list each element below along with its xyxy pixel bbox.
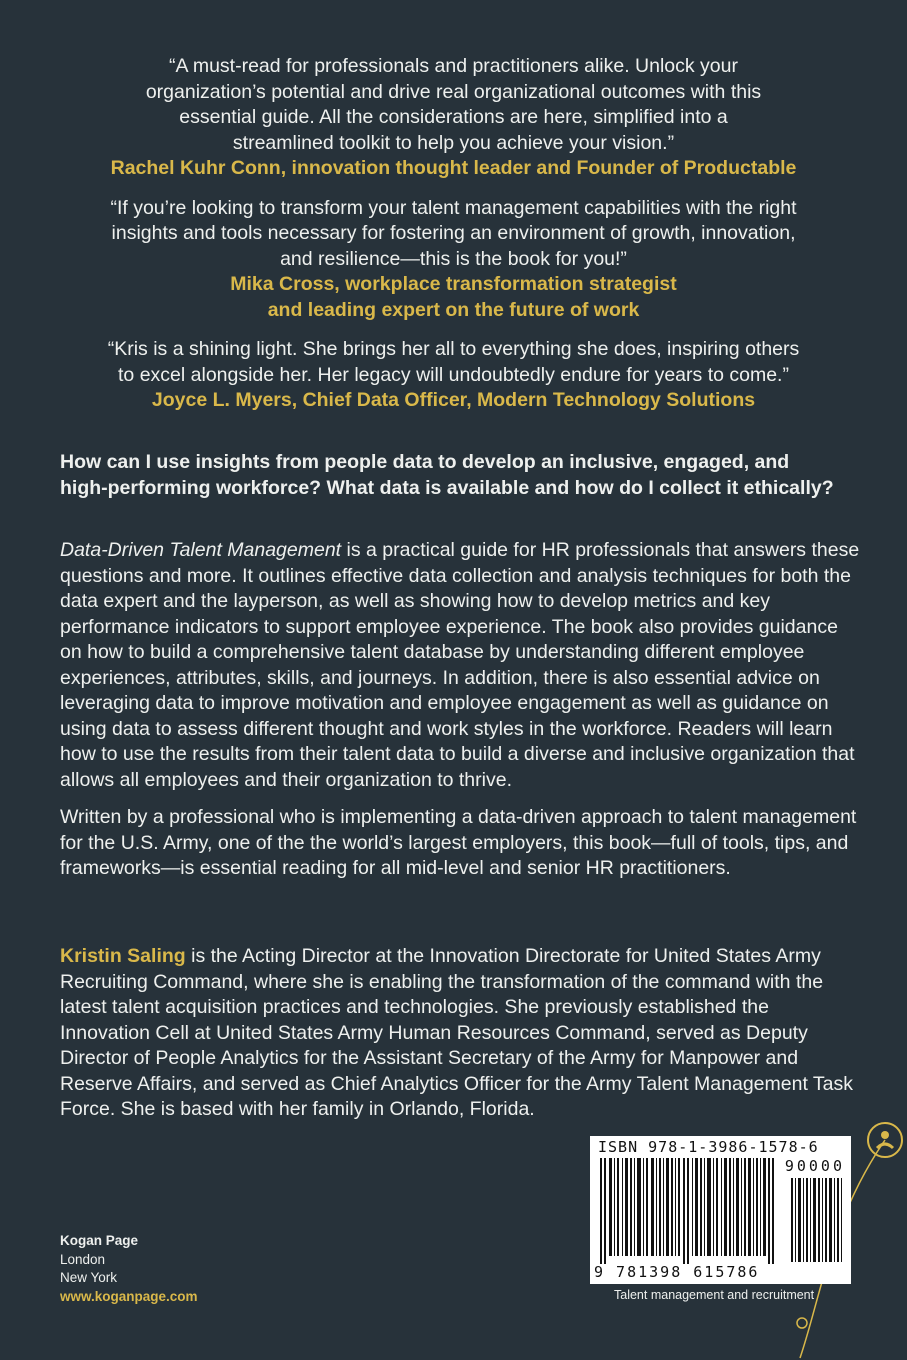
endorsement-1 [60, 54, 847, 182]
endorsement-quote: “A must-read for professionals and practitioners alike. Unlock your organization’s potential and drive real organizational outcomes with this essential guide. All the considerations are here, simplified into a streamlined toolkit to help you achieve your vision.” [145, 55, 762, 154]
publisher-name: Kogan Page [60, 1233, 139, 1248]
author-bio-text: is the Acting Director at the Innovation Directorate for United States Army Recruiting Command, where she is enabling the transformation of the command with the latest talent acquisition practices and technologies. She previously established the Innovation Cell at United States Army Human Resources Command, served as Deputy Director of People Analytics for the Assistant Secretary of the Army for Manpower and Reserve Affairs, and served as Chief Analytics Officer for the Army Talent Management Task Force. She is based with her family in Orlando, Florida. [60, 945, 854, 1120]
book-description [60, 538, 860, 793]
intro-question: How can I use insights from people data to develop an inclusive, engaged, and high-performing workforce? What data is available and how do I collect it ethically? [60, 451, 834, 499]
endorsement-attribution: Mika Cross, workplace transformation strategist and leading expert on the future of work [230, 273, 677, 321]
ean-digits: 9 781398 615786 [594, 1263, 760, 1281]
author-bio [60, 944, 860, 1123]
endorsement-quote: “Kris is a shining light. She brings her all to everything she does, inspiring others to excel alongside her. Her legacy will undoubtedly endure for years to come.” [107, 338, 800, 386]
isbn-label: ISBN 978-1-3986-1578-6 [598, 1138, 819, 1156]
endorsements [60, 54, 847, 428]
endorsement-3 [60, 337, 847, 414]
barcode-bars [596, 1158, 786, 1264]
publisher-info [60, 1232, 198, 1306]
addon-barcode-bars [790, 1178, 846, 1262]
isbn-barcode [590, 1136, 851, 1284]
endorsement-attribution: Rachel Kuhr Conn, innovation thought leader and Founder of Productable [110, 157, 797, 179]
endorsement-quote: “If you’re looking to transform your talent management capabilities with the right insights and tools necessary for fostering an environment of growth, innovation, and resilience—this is the book for you!” [110, 196, 797, 270]
price-addon-code: 90000 [784, 1157, 845, 1175]
description-text: is a practical guide for HR professionals that answers these questions and more. It outlines effective data collection and analysis techniques for both the data expert and the layperson, as well as showing how to develop metrics and key performance indicators to support employee experience. The book also provides guidance on how to build a comprehensive talent database by understanding different employee experiences, attributes, skills, and journeys. In addition, there is also essential advice on leveraging data to improve motivation and employee engagement as well as guidance on using data to assess different thought and work styles in the workforce. Readers will learn how to use the results from their talent data to build a diverse and inclusive organization that allows all employees and their organization to thrive. [60, 539, 860, 791]
book-title-italic: Data-Driven Talent Management [60, 539, 342, 561]
publisher-city: London [60, 1251, 106, 1267]
publisher-website[interactable]: www.koganpage.com [60, 1288, 198, 1304]
author-name: Kristin Saling [60, 945, 186, 967]
publisher-city: New York [60, 1270, 118, 1285]
subject-category: Talent management and recruitment [614, 1288, 815, 1302]
endorsement-attribution: Joyce L. Myers, Chief Data Officer, Modern Technology Solutions [151, 389, 756, 411]
author-summary: Written by a professional who is implementing a data-driven approach to talent management for the U.S. Army, one of the the world’s largest employers, this book—full of tools, tips, and frameworks—is essential reading for all mid-level and senior HR practitioners. [60, 806, 857, 879]
endorsement-2 [60, 196, 847, 324]
